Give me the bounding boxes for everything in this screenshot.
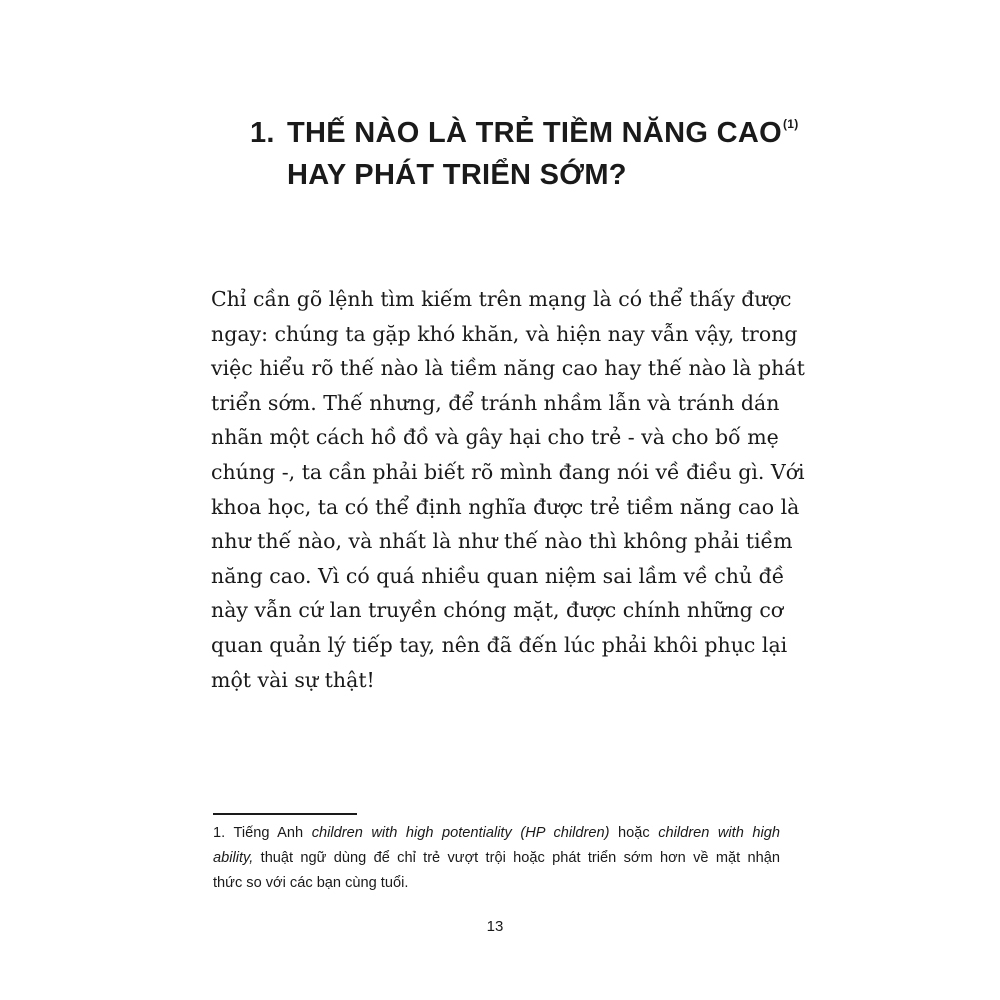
body-line: như thế nào, và nhất là như thế nào thì không phải tiềm <box>211 529 793 554</box>
body-line: năng cao. Vì có quá nhiều quan niệm sai lầm về chủ đề <box>211 563 785 588</box>
footnote <box>213 821 780 896</box>
chapter-heading <box>250 112 810 196</box>
footnote-number: 1. <box>213 825 226 841</box>
footnote-line <box>213 821 780 846</box>
footnote-text: hoặc <box>609 825 659 841</box>
body-paragraph <box>211 282 805 697</box>
footnote-italic: children with high potentiality (HP children) <box>311 825 610 841</box>
footnote-text: Tiếng Anh <box>233 825 312 841</box>
body-line: chúng -, ta cần phải biết rõ mình đang nói về điều gì. Với <box>211 459 805 484</box>
body-line: triển sớm. Thế nhưng, để tránh nhầm lẫn và tránh dán <box>211 390 780 415</box>
body-line: quan quản lý tiếp tay, nên đã đến lúc phải khôi phục lại <box>211 632 788 657</box>
chapter-number: 1. <box>250 117 275 149</box>
footnote-text: thuật ngữ dùng để chỉ trẻ vượt trội hoặc phát triển sớm hơn về mặt nhận <box>253 850 780 866</box>
page-number: 13 <box>486 918 504 935</box>
chapter-title-line2: HAY PHÁT TRIỂN SỚM? <box>287 159 627 191</box>
body-line: Chỉ cần gõ lệnh tìm kiếm trên mạng là có thể thấy được <box>211 287 792 311</box>
chapter-title-line1: THẾ NÀO LÀ TRẺ TIỀM NĂNG CAO <box>287 117 782 149</box>
footnote-italic: children with high <box>658 825 780 841</box>
body-line: nhãn một cách hồ đồ và gây hại cho trẻ - và cho bố mẹ <box>211 425 779 450</box>
body-line: này vẫn cứ lan truyền chóng mặt, được chính những cơ <box>211 598 784 623</box>
footnote-divider <box>213 813 357 815</box>
footnote-line <box>213 846 780 871</box>
footnote-italic: ability, <box>213 850 254 866</box>
body-line: việc hiểu rõ thế nào là tiềm năng cao hay thế nào là phát <box>211 356 805 381</box>
footnote-reference[interactable]: (1) <box>782 117 799 131</box>
body-line: một vài sự thật! <box>211 667 375 692</box>
body-line: ngay: chúng ta gặp khó khăn, và hiện nay vẫn vậy, trong <box>211 321 798 346</box>
footnote-line: thức so với các bạn cùng tuổi. <box>213 875 409 891</box>
body-line: khoa học, ta có thể định nghĩa được trẻ tiềm năng cao là <box>211 494 800 519</box>
